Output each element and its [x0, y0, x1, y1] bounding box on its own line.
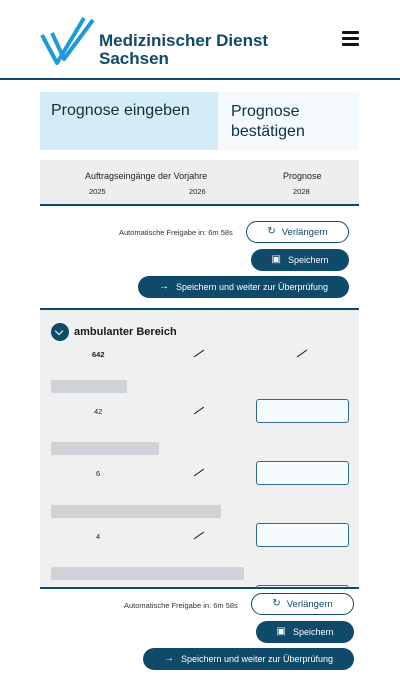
site-header	[0, 0, 400, 80]
checkmark-logo-icon[interactable]	[40, 15, 98, 67]
brand-line-2: Sachsen	[99, 49, 169, 68]
save-continue-button[interactable]	[138, 276, 349, 298]
save-button[interactable]	[251, 249, 349, 271]
save-continue-label: Speichern und weiter zur Überprüfung	[180, 654, 334, 664]
refresh-icon: ↻	[267, 226, 276, 237]
hamburger-menu-icon[interactable]	[342, 31, 359, 46]
empty-value-slash	[194, 469, 205, 477]
step-1-label: Prognose eingeben	[51, 102, 190, 119]
forecast-input[interactable]	[256, 399, 349, 423]
section-title: ambulanter Bereich	[74, 326, 177, 338]
sticky-actions-divider	[40, 587, 359, 589]
arrow-right-icon: →	[158, 281, 169, 292]
extend-button[interactable]	[251, 593, 354, 615]
brand-line-1: Medizinischer Dienst	[99, 31, 269, 50]
save-continue-label: Speichern und weiter zur Überprüfung	[175, 282, 329, 292]
placeholder-label-bar	[51, 567, 244, 580]
auto-release-timer: Automatische Freigabe in: 6m 58s	[119, 228, 233, 237]
brand-name[interactable]	[99, 32, 268, 68]
empty-value-slash	[194, 532, 205, 540]
extend-button-label: Verlängern	[286, 598, 333, 610]
save-button[interactable]	[256, 621, 354, 643]
empty-value-slash	[297, 350, 308, 358]
empty-value-slash	[194, 350, 205, 358]
save-button-label: Speichern	[287, 255, 329, 265]
extend-button-label: Verlängern	[281, 226, 328, 238]
save-continue-button[interactable]	[143, 648, 354, 670]
column-year-2025: 2025	[89, 187, 106, 196]
extend-button[interactable]	[246, 221, 349, 243]
column-forecast-year: 2028	[293, 187, 310, 196]
floppy-disk-icon: ▣	[276, 626, 286, 637]
placeholder-label-bar	[51, 380, 127, 393]
floppy-disk-icon: ▣	[271, 254, 281, 265]
step-2-line-2: bestätigen	[231, 123, 305, 140]
save-button-label: Speichern	[292, 627, 334, 637]
summary-value: 642	[92, 350, 105, 359]
column-group-label: Auftragseingänge der Vorjahre	[85, 171, 208, 181]
step-active	[40, 92, 218, 150]
placeholder-label-bar	[51, 442, 159, 455]
refresh-icon: ↻	[272, 598, 281, 609]
section-ambulanter-bereich	[40, 310, 359, 588]
header-divider	[40, 204, 359, 206]
step-arrow	[202, 92, 218, 150]
row-value: 6	[96, 469, 101, 478]
placeholder-label-bar	[51, 505, 221, 518]
forecast-input[interactable]	[256, 523, 349, 547]
row-value: 4	[96, 532, 101, 541]
step-2-line-1: Prognose	[231, 103, 300, 120]
auto-release-timer: Automatische Freigabe in: 6m 58s	[124, 601, 238, 610]
column-forecast-label: Prognose	[283, 171, 322, 181]
table-header	[40, 160, 359, 204]
forecast-input[interactable]	[256, 461, 349, 485]
progress-steps	[40, 92, 359, 150]
row-value: 42	[94, 407, 103, 416]
column-year-2026: 2026	[189, 187, 206, 196]
arrow-right-icon: →	[163, 653, 174, 664]
empty-value-slash	[194, 407, 205, 415]
collapse-chevron-icon[interactable]	[51, 323, 69, 341]
step-2-label	[231, 102, 305, 142]
